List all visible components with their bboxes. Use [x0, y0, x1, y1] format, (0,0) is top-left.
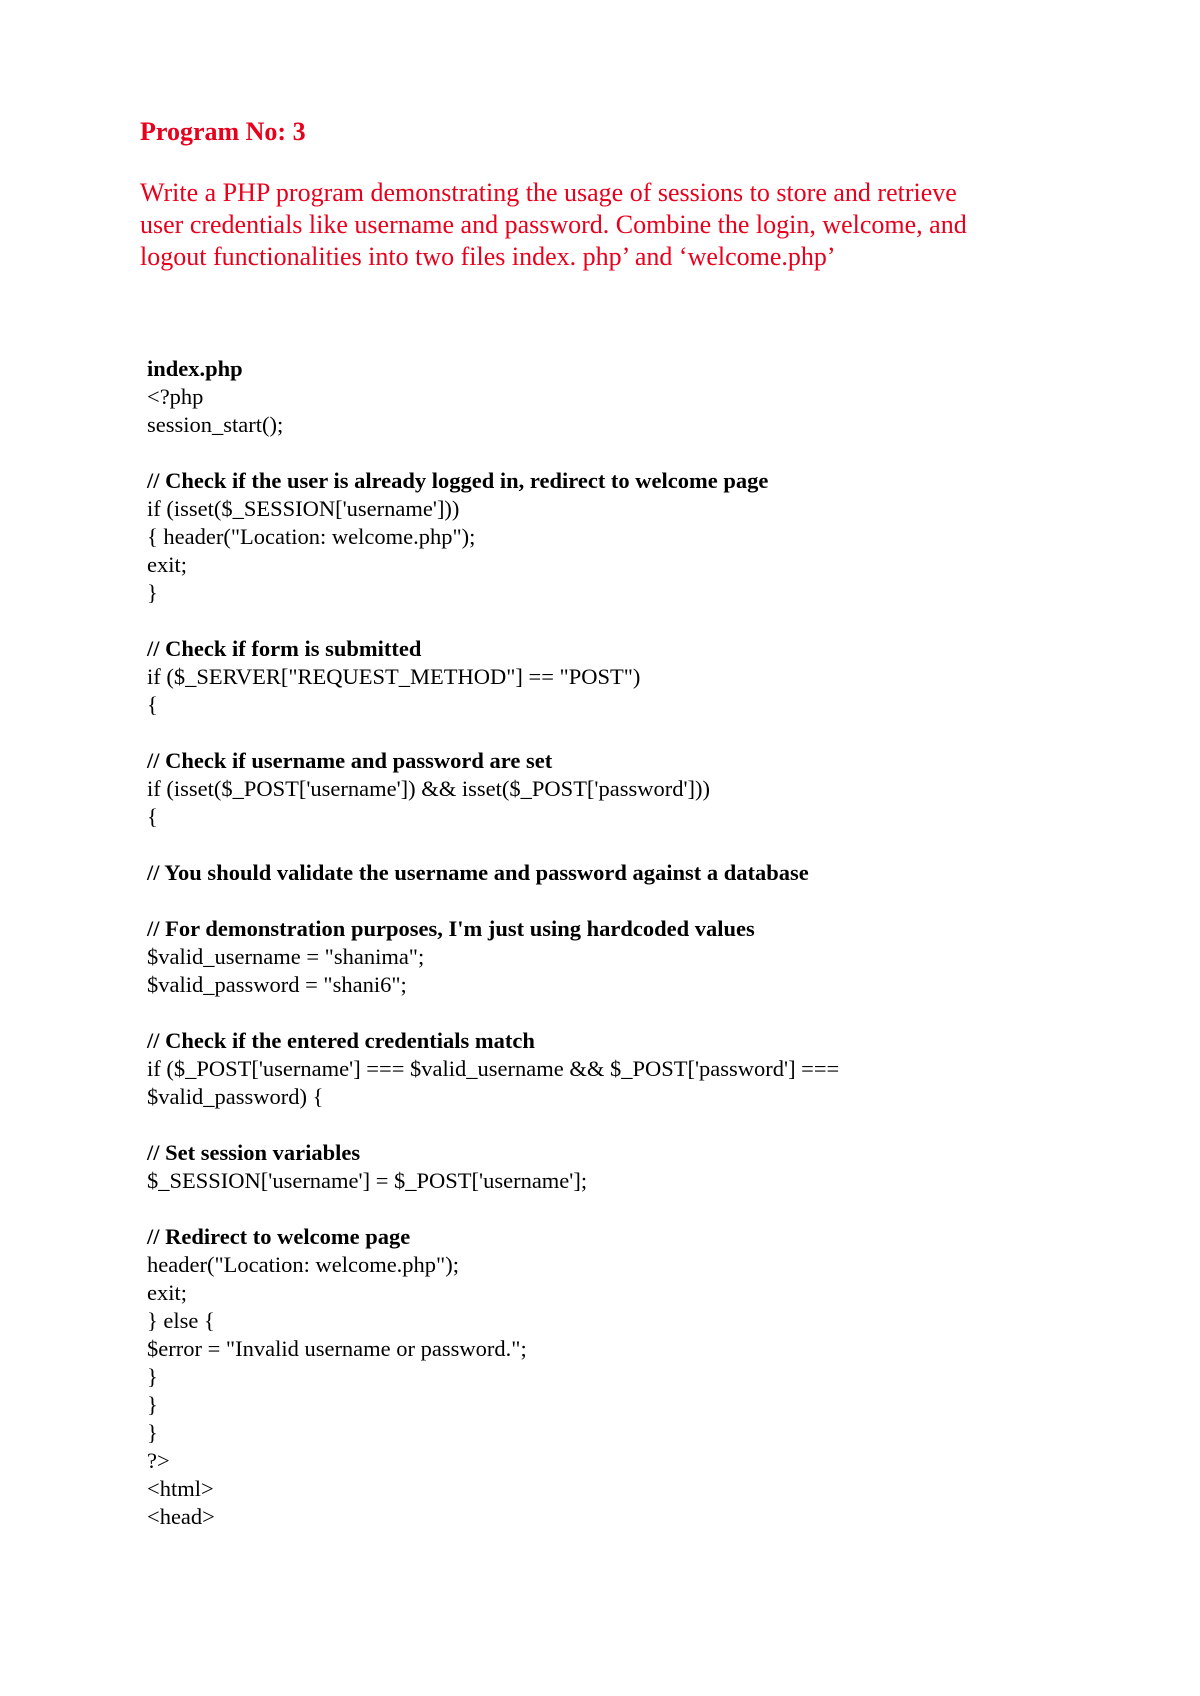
code-comment-line: // Check if username and password are set — [147, 748, 553, 773]
code-comment-line: // Check if the user is already logged in, redirect to welcome page — [147, 468, 769, 493]
code-blank-line — [147, 831, 839, 859]
code-blank-line — [147, 887, 839, 915]
code-comment-line: // Check if form is submitted — [147, 636, 422, 661]
code-line: $valid_username = "shanima"; — [147, 944, 425, 969]
code-line: $valid_password = "shani6"; — [147, 972, 407, 997]
code-line: if ($_POST['username'] === $valid_username && $_POST['password'] === — [147, 1056, 840, 1081]
program-title: Program No: 3 — [140, 117, 306, 146]
code-line: exit; — [147, 1280, 187, 1305]
code-line: } — [147, 1364, 158, 1389]
task-line: logout functionalities into two files index. php’ and ‘welcome.php’ — [140, 242, 836, 271]
code-line: <?php — [147, 384, 204, 409]
task-line: user credentials like username and password. Combine the login, welcome, and — [140, 210, 967, 239]
code-line: } — [147, 1420, 158, 1445]
code-comment-line: index.php — [147, 356, 243, 381]
code-blank-line — [147, 607, 839, 635]
code-line: $valid_password) { — [147, 1084, 324, 1109]
code-blank-line — [147, 719, 839, 747]
code-comment-line: // For demonstration purposes, I'm just using hardcoded values — [147, 916, 755, 941]
code-line: $_SESSION['username'] = $_POST['username']; — [147, 1168, 588, 1193]
code-line: <html> — [147, 1476, 214, 1501]
code-comment-line: // Redirect to welcome page — [147, 1224, 411, 1249]
code-line: { — [147, 692, 158, 717]
code-line: session_start(); — [147, 412, 284, 437]
task-description — [140, 177, 967, 273]
code-line: if (isset($_SESSION['username'])) — [147, 496, 460, 521]
code-line: } — [147, 580, 158, 605]
code-blank-line — [147, 1111, 839, 1139]
code-blank-line — [147, 1195, 839, 1223]
code-listing — [147, 355, 839, 1531]
code-line: { header("Location: welcome.php"); — [147, 524, 476, 549]
code-line: exit; — [147, 552, 187, 577]
code-line: if (isset($_POST['username']) && isset($_POST['password'])) — [147, 776, 711, 801]
code-comment-line: // You should validate the username and password against a database — [147, 860, 809, 885]
code-line: $error = "Invalid username or password."; — [147, 1336, 527, 1361]
task-line: Write a PHP program demonstrating the usage of sessions to store and retrieve — [140, 178, 957, 207]
code-blank-line — [147, 999, 839, 1027]
code-comment-line: // Set session variables — [147, 1140, 361, 1165]
code-comment-line: // Check if the entered credentials match — [147, 1028, 535, 1053]
code-line: } else { — [147, 1308, 215, 1333]
code-line: ?> — [147, 1448, 170, 1473]
code-line: if ($_SERVER["REQUEST_METHOD"] == "POST") — [147, 664, 641, 689]
code-line: } — [147, 1392, 158, 1417]
code-line: header("Location: welcome.php"); — [147, 1252, 459, 1277]
code-line: { — [147, 804, 158, 829]
code-line: <head> — [147, 1504, 215, 1529]
code-blank-line — [147, 439, 839, 467]
